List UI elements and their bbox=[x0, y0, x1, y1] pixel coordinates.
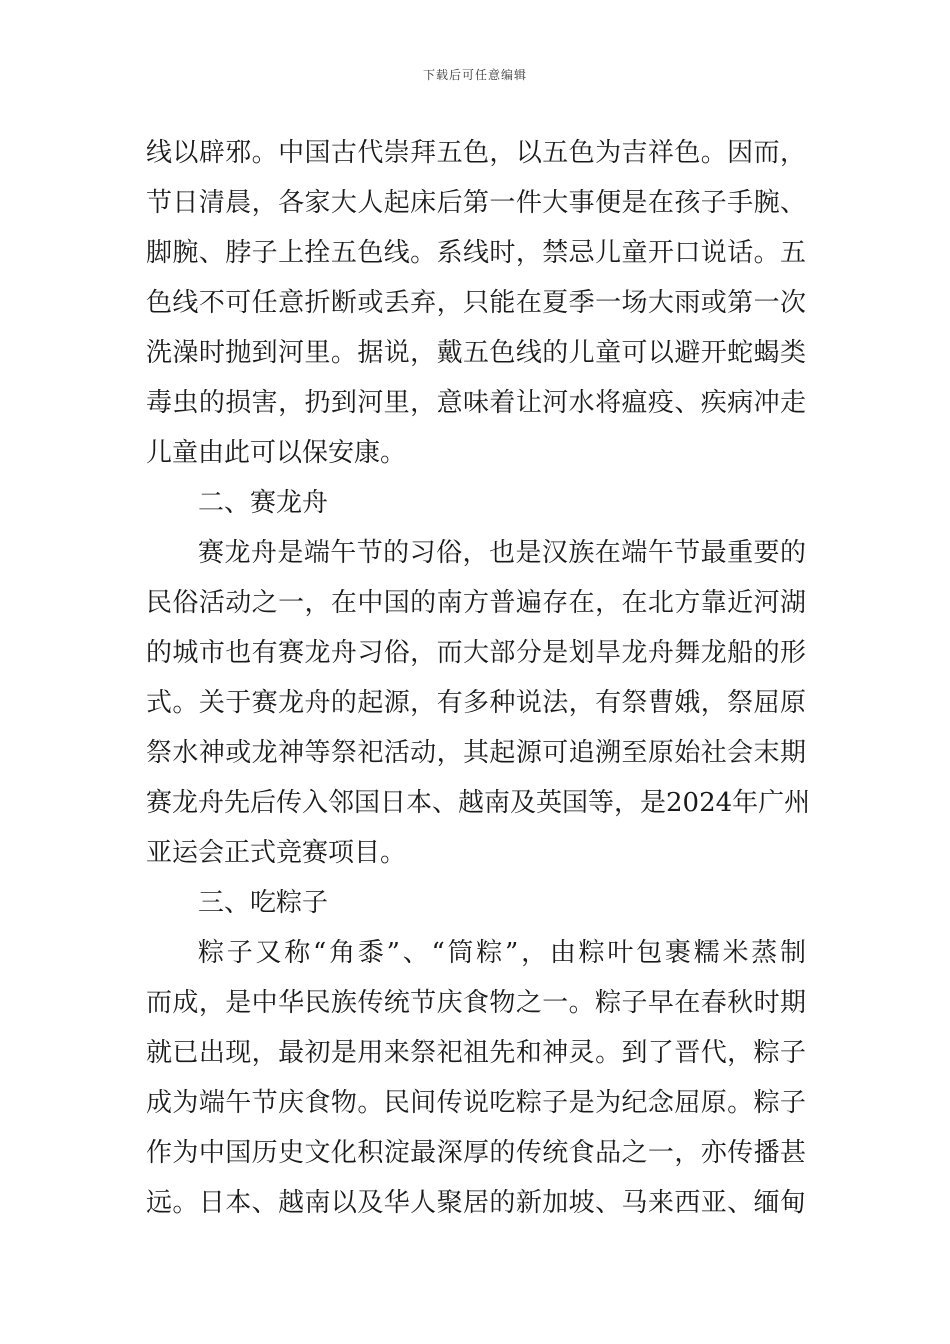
paragraph-line: 洗澡时抛到河里。据说，戴五色线的儿童可以避开蛇蝎类 bbox=[146, 338, 806, 368]
paragraph-line: 祭水神或龙神等祭祀活动，其起源可追溯至原始社会末期 bbox=[146, 738, 806, 768]
paragraph-line: 线以辟邪。中国古代崇拜五色，以五色为吉祥色。因而， bbox=[146, 138, 806, 168]
paragraph-line: 成为端午节庆食物。民间传说吃粽子是为纪念屈原。粽子 bbox=[146, 1088, 806, 1118]
paragraph-line: 色线不可任意折断或丢弃，只能在夏季一场大雨或第一次 bbox=[146, 288, 806, 318]
paragraph-line: 就已出现，最初是用来祭祀祖先和神灵。到了晋代，粽子 bbox=[146, 1038, 806, 1068]
paragraph-line: 的城市也有赛龙舟习俗，而大部分是划旱龙舟舞龙船的形 bbox=[146, 638, 806, 668]
paragraph-line: 远。日本、越南以及华人聚居的新加坡、马来西亚、缅甸 bbox=[146, 1188, 806, 1218]
paragraph-line: 赛龙舟先后传入邻国日本、越南及英国等，是2024年广州 bbox=[146, 788, 811, 818]
paragraph-line: 式。关于赛龙舟的起源，有多种说法，有祭曹娥，祭屈原 bbox=[146, 688, 806, 718]
paragraph-line: 节日清晨，各家大人起床后第一件大事便是在孩子手腕、 bbox=[146, 188, 806, 218]
paragraph-line: 而成，是中华民族传统节庆食物之一。粽子早在春秋时期 bbox=[146, 988, 806, 1018]
paragraph-line: 脚腕、脖子上拴五色线。系线时，禁忌儿童开口说话。五 bbox=[146, 238, 806, 268]
paragraph-line: 毒虫的损害，扔到河里，意味着让河水将瘟疫、疾病冲走 bbox=[146, 388, 806, 418]
section-heading-zongzi: 三、吃粽子 bbox=[198, 888, 329, 918]
paragraph-line: 儿童由此可以保安康。 bbox=[146, 438, 407, 468]
paragraph-line: 民俗活动之一，在中国的南方普遍存在，在北方靠近河湖 bbox=[146, 588, 806, 618]
paragraph-line: 作为中国历史文化积淀最深厚的传统食品之一，亦传播甚 bbox=[146, 1138, 806, 1168]
document-body bbox=[146, 128, 811, 1228]
section-heading-dragon-boat: 二、赛龙舟 bbox=[198, 488, 329, 518]
paragraph-line: 赛龙舟是端午节的习俗，也是汉族在端午节最重要的 bbox=[198, 538, 806, 568]
page-header: 下载后可任意编辑 bbox=[422, 68, 527, 82]
paragraph-line: 粽子又称“角黍”、“筒粽”，由粽叶包裹糯米蒸制 bbox=[198, 938, 806, 968]
paragraph-line: 亚运会正式竞赛项目。 bbox=[146, 838, 407, 868]
